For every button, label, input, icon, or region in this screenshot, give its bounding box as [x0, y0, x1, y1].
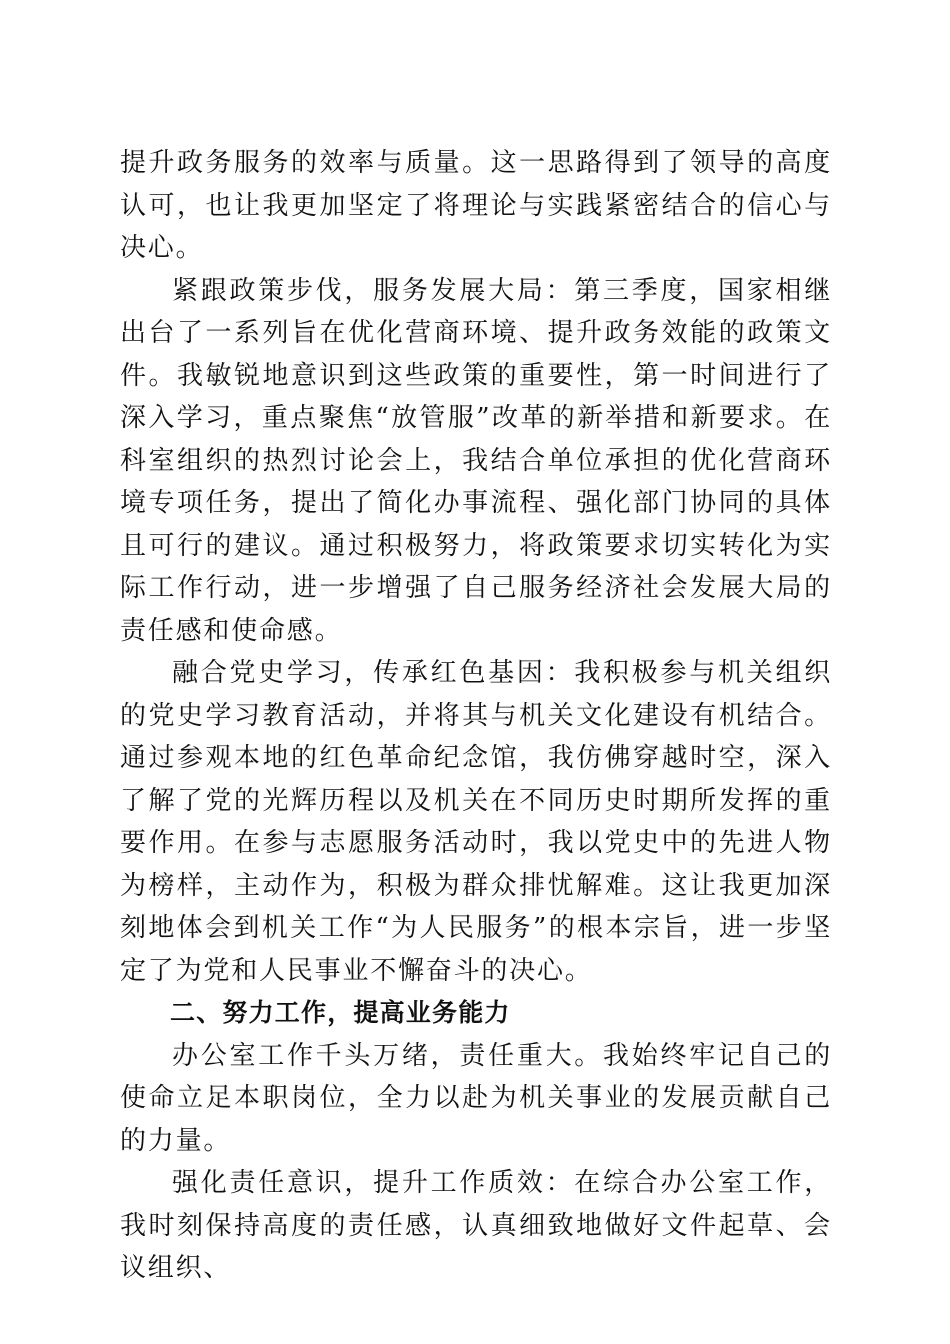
- paragraph-policy: 紧跟政策步伐，服务发展大局：第三季度，国家相继出台了一系列旨在优化营商环境、提升政务效能的政策文件。我敏锐地意识到这些政策的重要性，第一时间进行了深入学习，重点聚焦“放管服”改革的新举措和新要求。在科室组织的热烈讨论会上，我结合单位承担的优化营商环境专项任务，提出了简化办事流程、强化部门协同的具体且可行的建议。通过积极努力，将政策要求切实转化为实际工作行动，进一步增强了自己服务经济社会发展大局的责任感和使命感。: [120, 275, 832, 646]
- paragraph-continuation: 提升政务服务的效率与质量。这一思路得到了领导的高度认可，也让我更加坚定了将理论与实践紧密结合的信心与决心。: [120, 148, 832, 263]
- document-body: [120, 142, 832, 1290]
- paragraph-party-history: 融合党史学习，传承红色基因：我积极参与机关组织的党史学习教育活动，并将其与机关文化建设有机结合。通过参观本地的红色革命纪念馆，我仿佛穿越时空，深入了解了党的光辉历程以及机关在不同历史时期所发挥的重要作用。在参与志愿服务活动时，我以党史中的先进人物为榜样，主动作为，积极为群众排忧解难。这让我更加深刻地体会到机关工作“为人民服务”的根本宗旨，进一步坚定了为党和人民事业不懈奋斗的决心。: [120, 658, 832, 986]
- paragraph-responsibility: 强化责任意识，提升工作质效：在综合办公室工作，我时刻保持高度的责任感，认真细致地做好文件起草、会议组织、: [120, 1168, 832, 1283]
- paragraph-office-work: 办公室工作千头万绪，责任重大。我始终牢记自己的使命立足本职岗位，全力以赴为机关事业的发展贡献自己的力量。: [120, 1040, 832, 1156]
- section-heading: 二、努力工作，提高业务能力: [170, 998, 511, 1027]
